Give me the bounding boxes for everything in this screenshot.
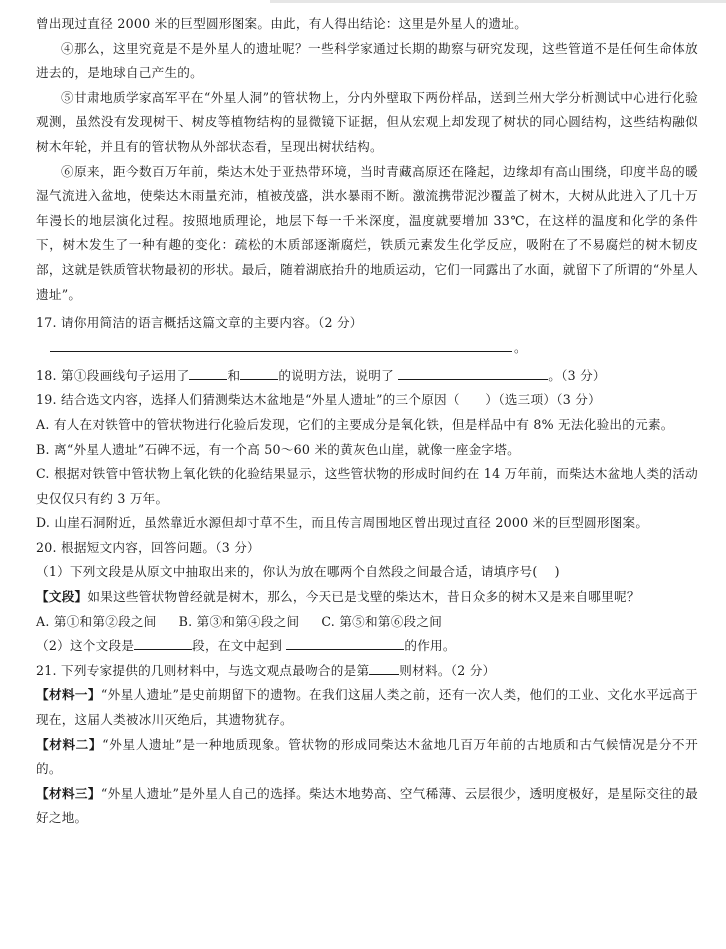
material-1-text: “外星人遗址”是史前期留下的遗物。在我们这届人类之前，还有一次人类，他们的工业、文化水平远高于现在，这届人类被冰川灭绝后，其遗物犹存。 (36, 687, 698, 728)
q18-blank-2[interactable] (240, 364, 278, 380)
question-20: 20. 根据短文内容，回答问题。（3 分） (36, 539, 260, 555)
passage-paragraph-6: ⑥原来，距今数百万年前，柴达木处于亚热带环境，当时青藏高原还在隆起，边缘却有高山围绕，印度半岛的暖湿气流进入盆地，使柴达木雨量充沛，植被茂盛，洪水暴雨不断。激流携带泥沙覆盖了树木，大树从此进入了几十万年漫长的地层演化过程。按照地质理论，地层下每一千米深度，温度就要增加 33℃，在这样的温度和化学的条件下，树木发生了一种有趣的变化：疏松的木质部逐渐腐烂，铁质元素发生化学反应，吸附在了不易腐烂的树木韧皮部，这就是铁质管状物最初的形状。最后，随着湖底抬升的地质运动，它们一同露出了水面，就留下了所谓的“外星人遗址”。 (36, 163, 698, 302)
q20-excerpt (36, 585, 698, 610)
material-2 (36, 733, 698, 782)
q20-subquestion-2 (36, 634, 698, 659)
q20-sub2-blank-2[interactable] (286, 634, 404, 650)
q20-sub2-suffix: 的作用。 (404, 638, 456, 654)
q20-sub2-blank-1[interactable] (134, 634, 192, 650)
q18-prefix: 18. 第①段画线句子运用了 (36, 367, 190, 383)
exam-page (36, 12, 698, 831)
q20-sub2-prefix: （2）这个文段是 (36, 638, 135, 654)
material-1 (36, 683, 698, 732)
q20-sub2-mid: 段，在文中起到 (192, 638, 287, 654)
passage-paragraph-5: ⑤甘肃地质学家高军平在“外星人洞”的管状物上，分内外壁取下两份样品，送到兰州大学分析测试中心进行化验观测，虽然没有发现树干、树皮等植物结构的显微镜下证据，但从宏观上却发现了树状的同心圆结构，这些结构融似树木年轮，并且有的管状物从外部状态看，呈现出树状结构。 (36, 89, 698, 154)
q18-blank-1[interactable] (189, 364, 227, 380)
q21-suffix: 则材料。（2 分） (399, 662, 496, 678)
q19-option-b: B. 离“外星人遗址”石碑不远，有一个高 50～60 米的黄灰色山崖，就像一座金字塔。 (36, 441, 520, 457)
passage-paragraph-4: ④那么，这里究竟是不是外星人的遗址呢？一些科学家通过长期的勘察与研究发现，这些管道不是任何生命体放进去的，是地球自己产生的。 (36, 40, 698, 81)
q20-option-b: B. 第③和第④段之间 (178, 613, 300, 629)
q18-suffix: 。（3 分） (548, 367, 606, 383)
q17-answer-line[interactable] (36, 336, 698, 360)
top-scroll-edge (270, 0, 726, 3)
q18-mid-1: 和 (227, 367, 241, 383)
material-1-label: 【材料一】 (36, 687, 101, 703)
q21-prefix: 21. 下列专家提供的几则材料中，与选文观点最吻合的是第 (36, 662, 370, 678)
material-3-text: “外星人遗址”是外星人自己的选择。柴达木地势高、空气稀薄、云层很少，透明度极好，是星际交往的最好之地。 (36, 785, 698, 826)
material-2-label: 【材料二】 (36, 736, 103, 752)
q17-underline (50, 351, 512, 352)
q19-option-a: A. 有人在对铁管中的管状物进行化验后发现，它们的主要成分是氧化铁，但是样品中有 8% 无法化验出的元素。 (36, 416, 674, 432)
material-3 (36, 782, 698, 831)
q20-option-a: A. 第①和第②段之间 (36, 613, 157, 629)
material-2-text: “外星人遗址”是一种地质现象。管状物的形成同柴达木盆地几百万年前的古地质和古气候情况是分不开的。 (36, 736, 698, 777)
question-19: 19. 结合选文内容，选择人们猜测柴达木盆地是“外星人遗址”的三个原因（ ）（选三项）（3 分） (36, 392, 601, 408)
question-18 (36, 364, 698, 389)
q21-blank[interactable] (369, 659, 399, 675)
q20-options (36, 610, 698, 635)
q20-subquestion-1: （1）下列文段是从原文中抽取出来的，你认为放在哪两个自然段之间最合适，请填序号( ) (36, 564, 560, 580)
material-3-label: 【材料三】 (36, 785, 101, 801)
passage-line-top: 曾出现过直径 2000 米的巨型圆形图案。由此，有人得出结论：这里是外星人的遗址。 (36, 16, 528, 31)
q20-excerpt-text: 如果这些管状物曾经就是树木，那么，今天已是戈壁的柴达木，昔日众多的树木又是来自哪里呢？ (87, 589, 640, 605)
q20-excerpt-label: 【文段】 (36, 589, 88, 605)
q19-option-c: C. 根据对铁管中管状物上氧化铁的化验结果显示，这些管状物的形成时间约在 14 万年前，而柴达木盆地人类的活动史仅仅只有约 3 万年。 (36, 466, 698, 506)
q20-option-c: C. 第⑤和第⑥段之间 (321, 613, 443, 629)
q17-end-mark: 。 (514, 339, 527, 355)
q18-blank-3[interactable] (398, 364, 548, 380)
q18-mid-2: 的说明方法，说明了 (278, 367, 399, 383)
q19-option-d: D. 山崖石洞附近，虽然靠近水源但却寸草不生，而且传言周围地区曾出现过直径 2000 米的巨型圆形图案。 (36, 515, 649, 531)
question-17: 17. 请你用简洁的语言概括这篇文章的主要内容。（2 分） (36, 315, 363, 331)
question-21 (36, 659, 698, 684)
